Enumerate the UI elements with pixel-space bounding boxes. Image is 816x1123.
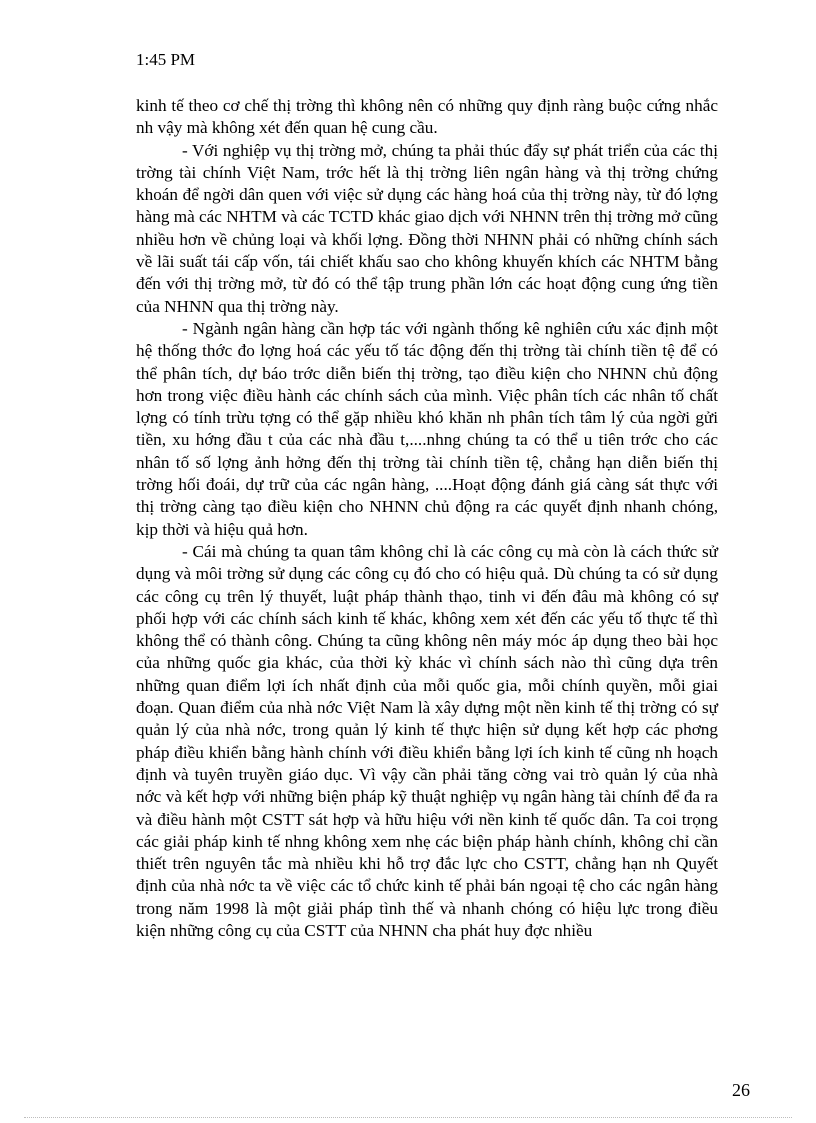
header-time: 1:45 PM [136, 50, 196, 69]
paragraph-open-market: - Với nghiệp vụ thị trờng mở, chúng ta phải thúc đẩy sự phát triển của các thị trờng tài chính Việt Nam, trớc hết là thị trờng liên ngân hàng và thị trờng chứng khoán để ngời dân quen với việc sử dụng các hàng hoá của thị trờng này, từ đó lợng hàng mà các NHTM và các TCTD khác giao dịch với NHNN trên thị trờng mở cũng nhiều hơn về chủng loại và khối lợng. Đồng thời NHNN phải có những chính sách về lãi suất tái cấp vốn, tái chiết khấu sao cho không khuyến khích các NHTM bằng đến với thị trờng mở, từ đó có thể tập trung phần lớn các hoạt động cung ứng tiền của NHNN qua thị trờng này. [136, 140, 718, 316]
paragraph-tool-usage: - Cái mà chúng ta quan tâm không chỉ là các công cụ mà còn là cách thức sử dụng và môi trờng sử dụng các công cụ đó cho có hiệu quả. Dù chúng ta có sử dụng các công cụ trên lý thuyết, luật pháp thành thạo, tinh vi đến đâu mà không có sự phối hợp với các chính sách kinh tế khác, không xem xét đến các yếu tố thực tế thì không thể có thành công. Chúng ta cũng không nên máy móc áp dụng theo bài học của những quốc gia khác, của thời kỳ khác vì chính sách nào thì cũng dựa trên những quan điểm lợi ích nhất định của mỗi quốc gia, mỗi chính quyền, mỗi giai đoạn. Quan điểm của nhà nớc Việt Nam là xây dựng một nền kinh tế thị trờng có sự quản lý của nhà nớc, trong quản lý kinh tế thực hiện sử dụng kết hợp các phơng pháp điều khiển bằng hành chính với điều khiển bằng lợi ích kinh tế cũng nh hoạch định và tuyên truyền giáo dục. Vì vậy cần phải tăng cờng vai trò quản lý của nhà nớc và kết hợp với những biện pháp kỹ thuật nghiệp vụ ngân hàng tài chính để đa ra và điều hành một CSTT sát hợp và hữu hiệu với nền kinh tế quốc dân. Ta coi trọng các giải pháp kinh tế nhng không xem nhẹ các biện pháp hành chính, không chỉ cần thiết trên nguyên tắc mà nhiều khi hỗ trợ đắc lực cho CSTT, chẳng hạn nh Quyết định của nhà nớc ta về việc các tổ chức kinh tế phải bán ngoại tệ cho các ngân hàng trong năm 1998 là một giải pháp tình thế và nhanh chóng có hiệu lực trong điều kiện những công cụ của CSTT của NHNN cha phát huy đợc nhiều [136, 541, 718, 940]
paragraph-statistics-cooperation: - Ngành ngân hàng cần hợp tác với ngành thống kê nghiên cứu xác định một hệ thống thớc đo lợng hoá các yếu tố tác động đến thị trờng tài chính tiền tệ để có thể phân tích, dự báo trớc diễn biến thị trờng, tạo điều kiện cho NHNN chủ động hơn trong việc điều hành các chính sách của mình. Việc phân tích các nhân tố chất lợng có tính trừu tợng có thể gặp nhiều khó khăn nh phân tích tâm lý của ngời gửi tiền, xu hớng đầu t của các nhà đầu t,....nhng chúng ta có thể u tiên trớc cho các nhân tố số lợng ảnh hởng đến thị trờng tài chính tiền tệ, chẳng hạn diễn biến thị trờng hối đoái, dự trữ của các ngân hàng, ....Hoạt động đánh giá càng sát thực với thị trờng càng tạo điều kiện cho NHNN chủ động ra các quyết định nhanh chóng, kịp thời và hiệu quả hơn. [136, 318, 718, 539]
document-body [136, 95, 718, 942]
paragraph-continuation: kinh tế theo cơ chế thị trờng thì không nên có những quy định ràng buộc cứng nhắc nh vậy mà không xét đến quan hệ cung cầu. [136, 96, 718, 138]
footer-divider [24, 1117, 792, 1118]
page-number: 26 [732, 1080, 750, 1100]
